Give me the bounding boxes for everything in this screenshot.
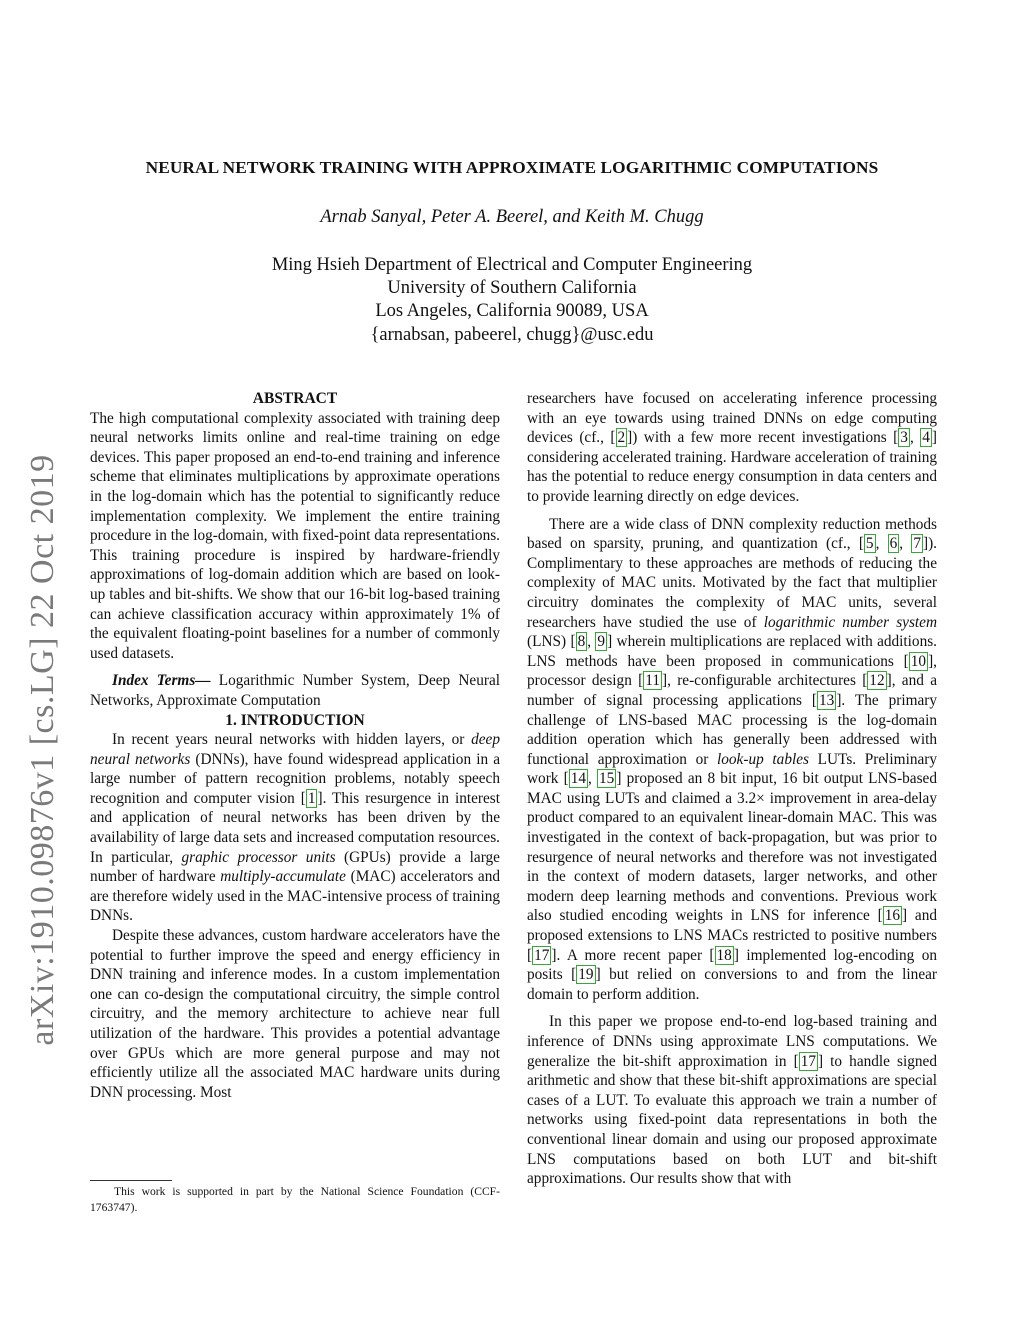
citation-link[interactable]: 4 [922, 429, 930, 447]
citation-link[interactable]: 17 [534, 946, 550, 964]
emphasis-text: look-up tables [717, 750, 809, 768]
affiliation-block [0, 254, 1024, 347]
text-run: , [588, 770, 598, 788]
footnote-rule [90, 1180, 172, 1181]
text-run: In this paper we propose end-to-end log-based training and inference of DNNs using approximate LNS computations. We generalize the bit-shift approximation in [ [527, 1013, 937, 1070]
citation-link[interactable]: 9 [597, 633, 606, 651]
emphasis-text: deep neural networks [90, 731, 500, 768]
text-run: ] and proposed extensions to LNS MACs restricted to positive numbers [ [527, 907, 937, 964]
index-terms-label: Index Terms— [112, 672, 211, 690]
citation-link[interactable]: 16 [884, 907, 900, 925]
text-run: ] wherein multiplications are replaced with additions. LNS methods have been proposed in communications [ [527, 633, 937, 670]
left-column [90, 389, 500, 1102]
text-run: Despite these advances, custom hardware accelerators have the potential to further improve the speed and energy efficiency in DNN training and inference modes. In a custom implementation one can co-design the computational circuitry, the simple control circuitry, and the memory architecture to achieve near full utilization of the hardware. This provides a potential advantage over GPUs which are more general purpose and may not efficiently utilize all the associated MAC hardware units during DNN processing. Most [90, 927, 500, 1101]
citation-link[interactable]: 14 [570, 770, 587, 788]
intro-paragraph-3 [527, 389, 937, 507]
abstract-heading: ABSTRACT [252, 390, 338, 407]
abstract-text: The high computational complexity associated with training deep neural networks limits online and real-time training on edge devices. This paper proposed an end-to-end training and inference scheme that eliminates multiplications by approximate operations in the log-domain which has the potential to significantly reduce implementation complexity. We implement the entire training procedure in the log-domain, with fixed-point data representations. This training procedure is inspired by hardware-friendly approximations of log-domain addition which are based on look-up tables and bit-shifts. We show that our 16-bit log-based training can achieve classification accuracy within approximately 1% of the equivalent floating-point baselines for a number of commonly used datasets. [90, 409, 500, 662]
citation-link[interactable]: 2 [617, 429, 626, 447]
footnote-text: This work is supported in part by the National Science Foundation (CCF-1763747). [90, 1185, 500, 1214]
text-run: ]. The primary challenge of LNS-based MAC processing is the log-domain addition operation which has generally been addressed with functional approximation or [527, 691, 938, 768]
index-terms [90, 671, 500, 710]
text-run: ], and a number of signal processing applications [ [527, 672, 937, 709]
text-run: ]. A more recent paper [ [551, 946, 715, 964]
citation-link[interactable]: 7 [913, 535, 921, 553]
citation-link[interactable]: 3 [900, 429, 908, 447]
text-run: ], processor design [ [527, 652, 937, 690]
text-run: , [899, 535, 912, 553]
text-run: There are a wide class of DNN complexity reduction methods based on sparsity, pruning, and quantization (cf., [ [527, 515, 937, 553]
citation-link[interactable]: 11 [645, 672, 660, 690]
text-run: ]) with a few more recent investigations [ [627, 429, 899, 447]
citation-link[interactable]: 12 [869, 672, 885, 690]
citation-link[interactable]: 6 [889, 535, 898, 553]
text-run: , [875, 535, 888, 553]
citation-link[interactable]: 5 [865, 535, 874, 553]
right-column [527, 389, 937, 1189]
index-terms-list: Logarithmic Number System, Deep Neural Networks, Approximate Computation [90, 672, 501, 709]
citation-link[interactable]: 15 [599, 770, 615, 788]
text-run: , [587, 633, 596, 651]
emphasis-text: logarithmic number system [763, 613, 937, 631]
text-run: ]). Complimentary to these approaches are methods of reducing the complexity of MAC units. Motivated by the fact that multiplier circuitry dominates the complexity of MAC units, several researchers have studied the use of [527, 535, 937, 631]
citation-link[interactable]: 19 [578, 966, 594, 984]
paper-title: NEURAL NETWORK TRAINING WITH APPROXIMATE LOGARITHMIC COMPUTATIONS [145, 158, 879, 177]
footnote [90, 1180, 500, 1215]
introduction-heading: 1. INTRODUCTION [225, 711, 365, 729]
text-run: (DNNs), have found widespread application in a large number of pattern recognition problems, notably speech recognition and computer vision [ [90, 750, 500, 807]
affiliation-emails: {arnabsan, pabeerel, chugg}@usc.edu [370, 324, 654, 345]
intro-paragraph-1 [90, 730, 500, 926]
citation-link[interactable]: 1 [307, 789, 316, 807]
emphasis-text: graphic processor units [181, 848, 336, 866]
text-run: ] but relied on conversions to and from the linear domain to perform addition. [527, 966, 937, 1003]
citation-link[interactable]: 17 [800, 1052, 816, 1070]
text-run: ] implemented log-encoding on posits [ [527, 946, 937, 984]
citation-link[interactable]: 8 [577, 633, 586, 651]
citation-link[interactable]: 10 [910, 652, 927, 670]
text-run: , [909, 429, 921, 447]
text-run: ], re-configurable architectures [ [661, 672, 868, 690]
paper-authors: Arnab Sanyal, Peter A. Beerel, and Keith M. Chugg [320, 207, 704, 227]
text-run: In recent years neural networks with hidden layers, or [112, 731, 472, 749]
affiliation-department: Ming Hsieh Department of Electrical and Computer Engineering [271, 255, 753, 275]
text-run: ] proposed an 8 bit input, 16 bit output LNS-based MAC using LUTs and claimed a 3.2× improvement in area-delay product compared to an equivalent linear-domain MAC. This was investigated in the context of back-propagation, but was prior to resurgence of neural networks and therefore was not investigated in the context of modern datasets, larger networks, and other modern deep learning methods and conventions. Previous work also studied encoding weights in LNS for inference [ [527, 770, 937, 925]
arxiv-identifier-text: arXiv:1910.09876v1 [cs.LG] 22 Oct 2019 [24, 454, 61, 1046]
text-run: (MAC) accelerators and are therefore widely used in the MAC-intensive process of training DNNs. [90, 868, 500, 925]
citation-link[interactable]: 13 [819, 691, 835, 709]
text-run: researchers have focused on accelerating inference processing with an eye towards using trained DNNs on edge computing devices (cf., [ [527, 390, 937, 447]
emphasis-text: multiply-accumulate [220, 868, 346, 886]
intro-paragraph-2 [90, 926, 500, 1102]
text-run: ] to handle signed arithmetic and show that these bit-shift approximations are special cases of a LUT. To evaluate this approach we train a number of networks using fixed-point data representations in both the conventional linear domain and using our proposed approximate LNS computations based on both LUT and bit-shift approximations. Our results show that with [527, 1052, 937, 1188]
text-run: (LNS) [ [527, 633, 576, 651]
affiliation-university: University of Southern California [387, 278, 637, 299]
affiliation-address: Los Angeles, California 90089, USA [375, 301, 649, 322]
intro-paragraph-4 [527, 515, 937, 1005]
citation-link[interactable]: 18 [716, 946, 732, 964]
text-run: LUTs. Preliminary work [ [527, 750, 937, 788]
intro-paragraph-5 [527, 1012, 937, 1188]
text-run: (GPUs) provide a large number of hardware [90, 848, 500, 886]
text-run: ] considering accelerated training. Hardware acceleration of training has the potential to reduce energy consumption in data centers and to provide learning directly on edge devices. [527, 429, 937, 505]
text-run: ]. This resurgence in interest and application of neural networks has been driven by the availability of large data sets and increased computation resources. In particular, [90, 789, 500, 866]
